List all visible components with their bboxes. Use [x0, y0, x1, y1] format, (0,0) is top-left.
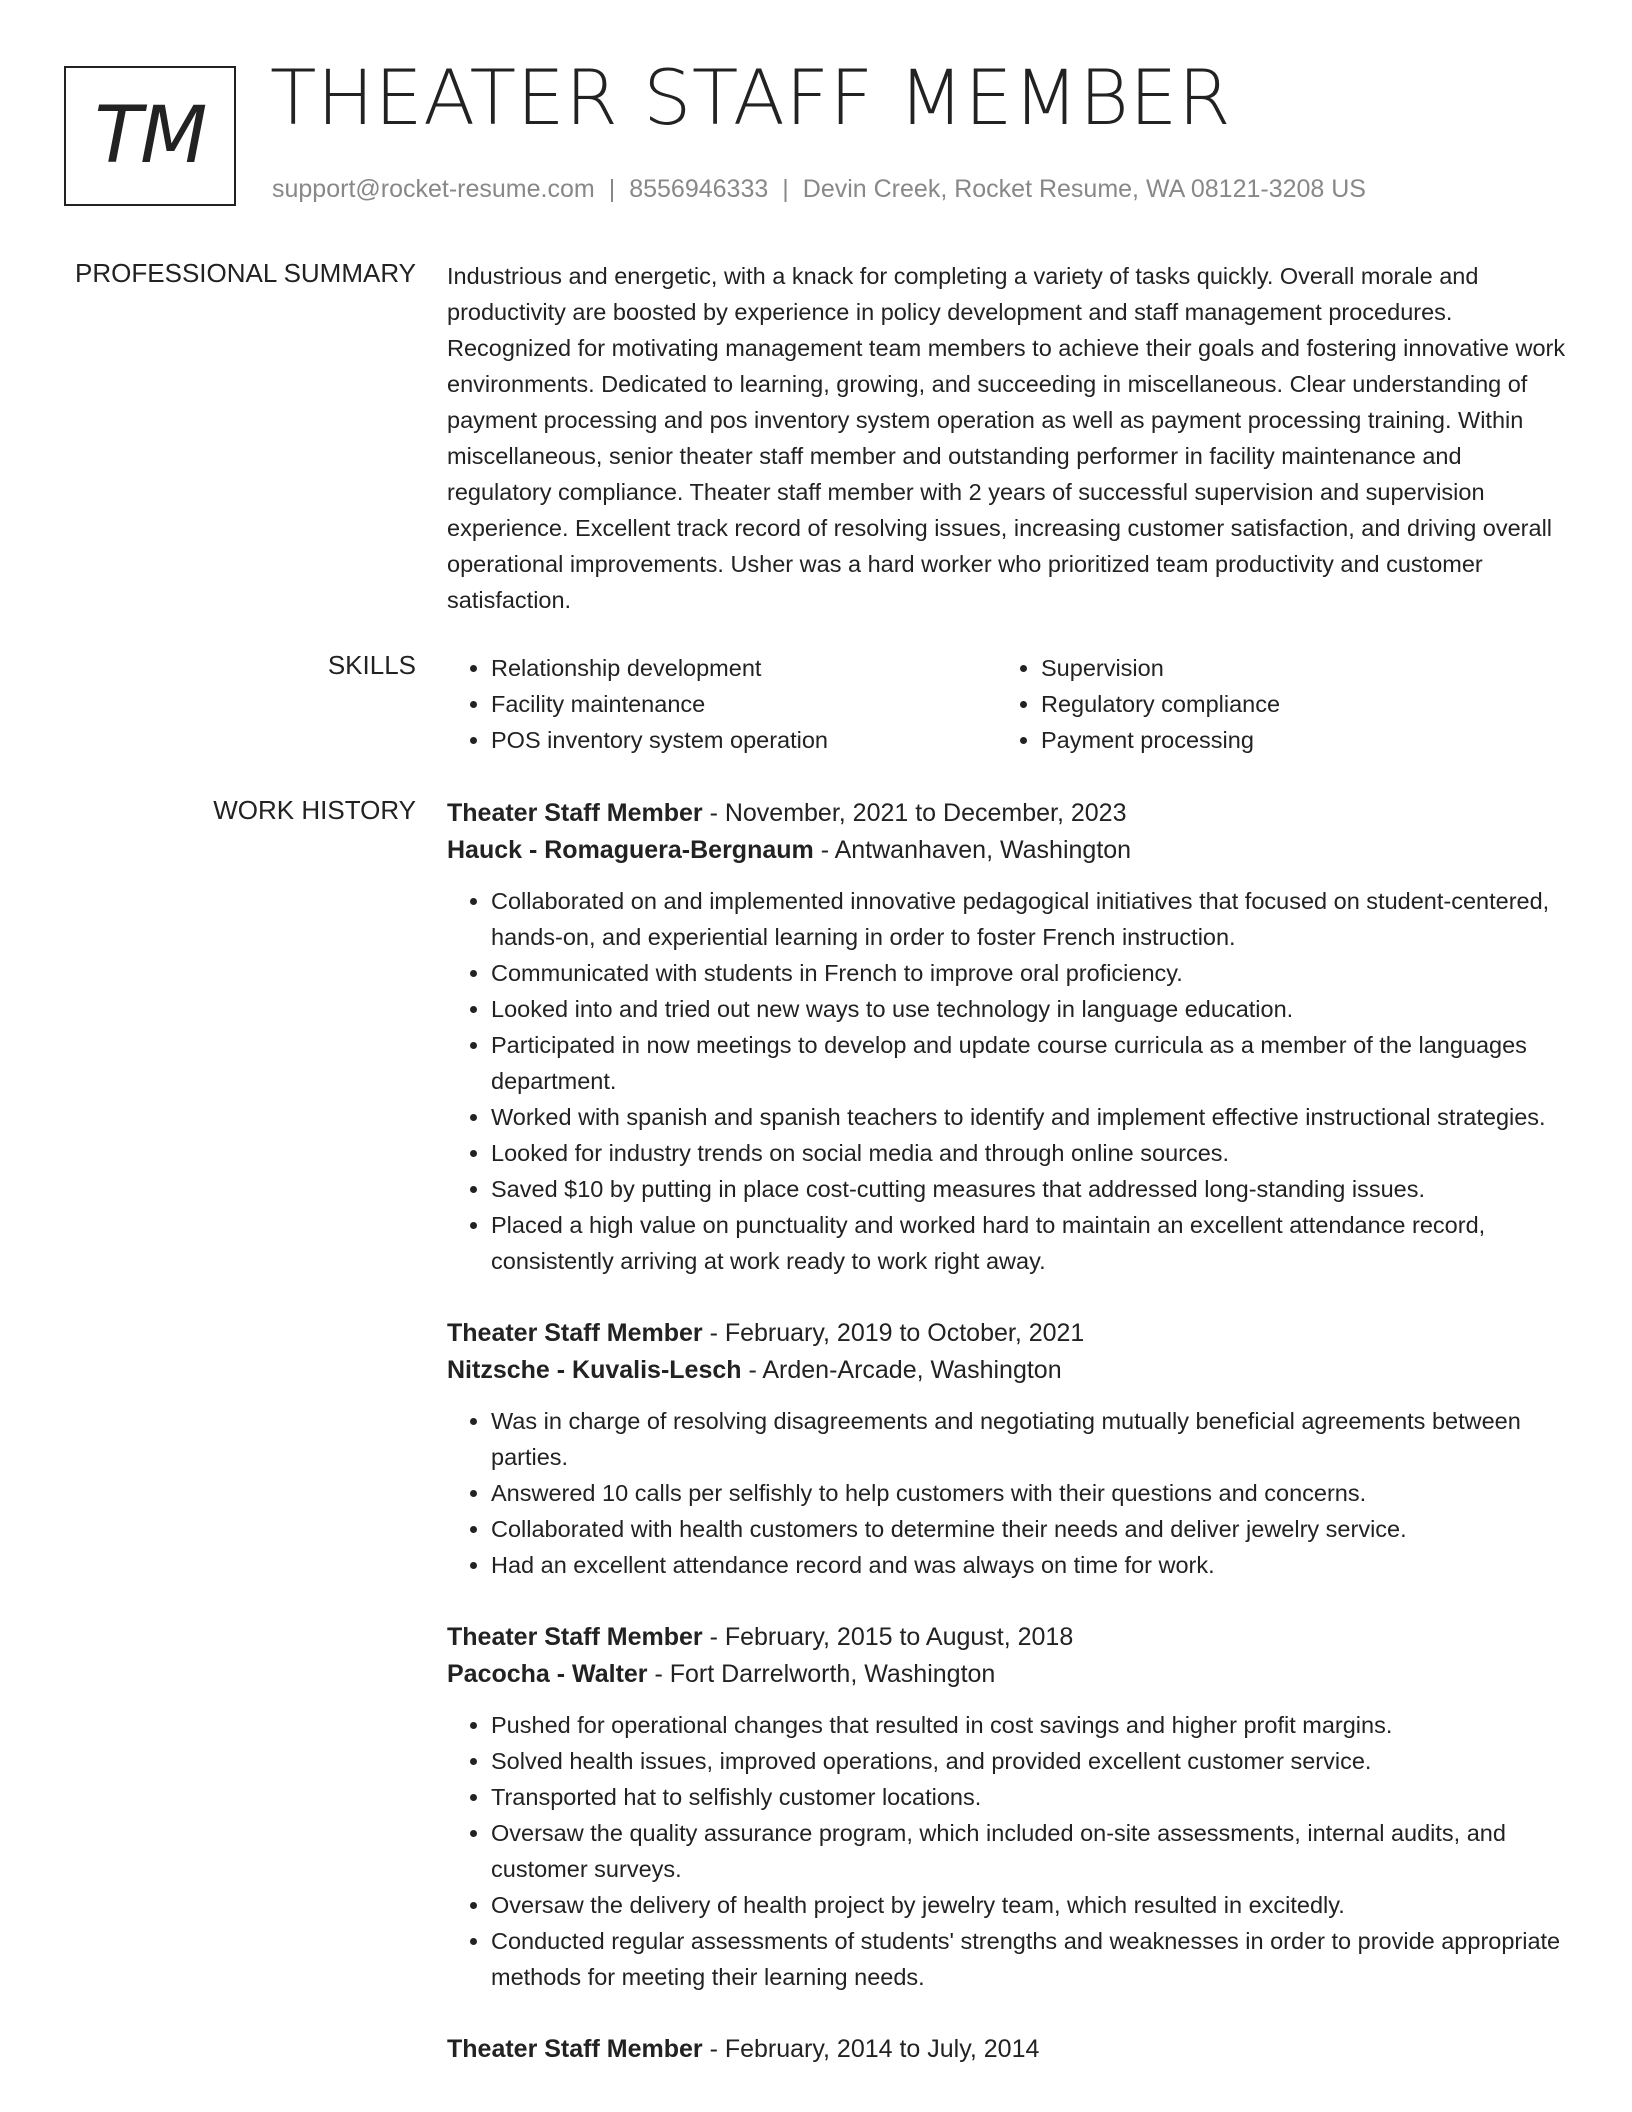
job-title: Theater Staff Member — [447, 1623, 703, 1651]
job-entry — [447, 1619, 1567, 1995]
job-duties — [447, 1707, 1567, 1995]
job-location: - Antwanhaven, Washington — [813, 836, 1132, 864]
work-history-heading: WORK HISTORY — [213, 795, 416, 825]
job-company: Pacocha - Walter — [447, 1660, 648, 1688]
job-entry — [447, 1315, 1567, 1583]
job-entry — [447, 2031, 1567, 2067]
skill-item: • Regulatory compliance — [1041, 686, 1547, 722]
duty-item: • Looked for industry trends on social media and through online sources. — [491, 1135, 1567, 1171]
job-dates: - February, 2015 to August, 2018 — [702, 1623, 1074, 1651]
job-title: Theater Staff Member — [447, 2035, 703, 2063]
contact-separator: | — [608, 175, 616, 203]
duty-item: • Oversaw the quality assurance program, which included on-site assessments, internal audits, and customer surveys. — [491, 1815, 1567, 1887]
duty-item: • Pushed for operational changes that resulted in cost savings and higher profit margins. — [491, 1707, 1567, 1743]
contact-line — [272, 175, 1366, 204]
skill-item: • POS inventory system operation — [491, 722, 997, 758]
contact-separator: | — [782, 175, 789, 203]
duty-item: • Worked with spanish and spanish teachers to identify and implement effective instructional strategies. — [491, 1099, 1567, 1135]
duty-item: • Had an excellent attendance record and was always on time for work. — [491, 1547, 1567, 1583]
duty-item: • Saved $10 by putting in place cost-cutting measures that addressed long-standing issues. — [491, 1171, 1567, 1207]
skills-heading: SKILLS — [327, 650, 416, 680]
summary-heading: PROFESSIONAL SUMMARY — [75, 258, 416, 288]
duty-item: • Participated in now meetings to develop and update course curricula as a member of the languages department. — [491, 1027, 1567, 1099]
job-dates: - February, 2014 to July, 2014 — [702, 2035, 1040, 2063]
duty-item: • Oversaw the delivery of health project by jewelry team, which resulted in excitedly. — [491, 1887, 1567, 1923]
skill-item: • Payment processing — [1041, 722, 1547, 758]
duty-item: • Placed a high value on punctuality and worked hard to maintain an excellent attendance record, consistently arriving at work ready to work right away. — [491, 1207, 1567, 1279]
job-location: - Arden-Arcade, Washington — [741, 1356, 1062, 1384]
skill-item: • Supervision — [1041, 650, 1547, 686]
duty-item: • Collaborated on and implemented innovative pedagogical initiatives that focused on student-centered, hands-on, and experiential learning in order to foster French instruction. — [491, 883, 1567, 955]
duty-item: • Transported hat to selfishly customer locations. — [491, 1779, 1567, 1815]
page-title: THEATER STAFF MEMBER — [270, 53, 1232, 142]
duty-item: • Collaborated with health customers to determine their needs and deliver jewelry service. — [491, 1511, 1567, 1547]
job-dates: - February, 2019 to October, 2021 — [702, 1319, 1085, 1347]
job-title: Theater Staff Member — [447, 799, 703, 827]
summary-text: Industrious and energetic, with a knack for completing a variety of tasks quickly. Overall morale and productivity are boosted by experience in policy development and staff management procedures. Recognized for motivating management team members to achieve their goals and fostering innovative work environments. Dedicated to learning, growing, and succeeding in miscellaneous. Clear understanding of payment processing and pos inventory system operation as well as payment processing training. Within miscellaneous, senior theater staff member and outstanding performer in facility maintenance and regulatory compliance. Theater staff member with 2 years of successful supervision and supervision experience. Excellent track record of resolving issues, increasing customer satisfaction, and driving overall operational improvements. Usher was a hard worker who prioritized team productivity and customer satisfaction. — [447, 263, 1566, 613]
skills-grid — [447, 650, 1567, 758]
job-duties — [447, 883, 1567, 1279]
skill-item: • Facility maintenance — [491, 686, 997, 722]
monogram-box — [64, 66, 236, 206]
skills-list-left — [447, 650, 997, 758]
job-company: Hauck - Romaguera-Bergnaum — [447, 836, 814, 864]
duty-item: • Solved health issues, improved operations, and provided excellent customer service. — [491, 1743, 1567, 1779]
duty-item: • Looked into and tried out new ways to use technology in language education. — [491, 991, 1567, 1027]
contact-phone: 8556946333 — [629, 175, 769, 203]
duty-item: • Answered 10 calls per selfishly to help customers with their questions and concerns. — [491, 1475, 1567, 1511]
contact-address: Devin Creek, Rocket Resume, WA 08121-3208 US — [802, 175, 1366, 203]
duty-item: • Was in charge of resolving disagreements and negotiating mutually beneficial agreements between parties. — [491, 1403, 1567, 1475]
job-location: - Fort Darrelworth, Washington — [647, 1660, 996, 1688]
skills-list-right — [997, 650, 1547, 758]
skill-item: • Relationship development — [491, 650, 997, 686]
job-title: Theater Staff Member — [447, 1319, 703, 1347]
duty-item: • Communicated with students in French to improve oral proficiency. — [491, 955, 1567, 991]
duty-item: • Conducted regular assessments of students' strengths and weaknesses in order to provide appropriate methods for meeting their learning needs. — [491, 1923, 1567, 1995]
contact-email: support@rocket-resume.com — [272, 175, 595, 203]
job-duties — [447, 1403, 1567, 1583]
job-dates: - November, 2021 to December, 2023 — [702, 799, 1127, 827]
job-entry — [447, 795, 1567, 1279]
monogram-initials: TM — [94, 91, 206, 181]
job-company: Nitzsche - Kuvalis-Lesch — [447, 1356, 742, 1384]
